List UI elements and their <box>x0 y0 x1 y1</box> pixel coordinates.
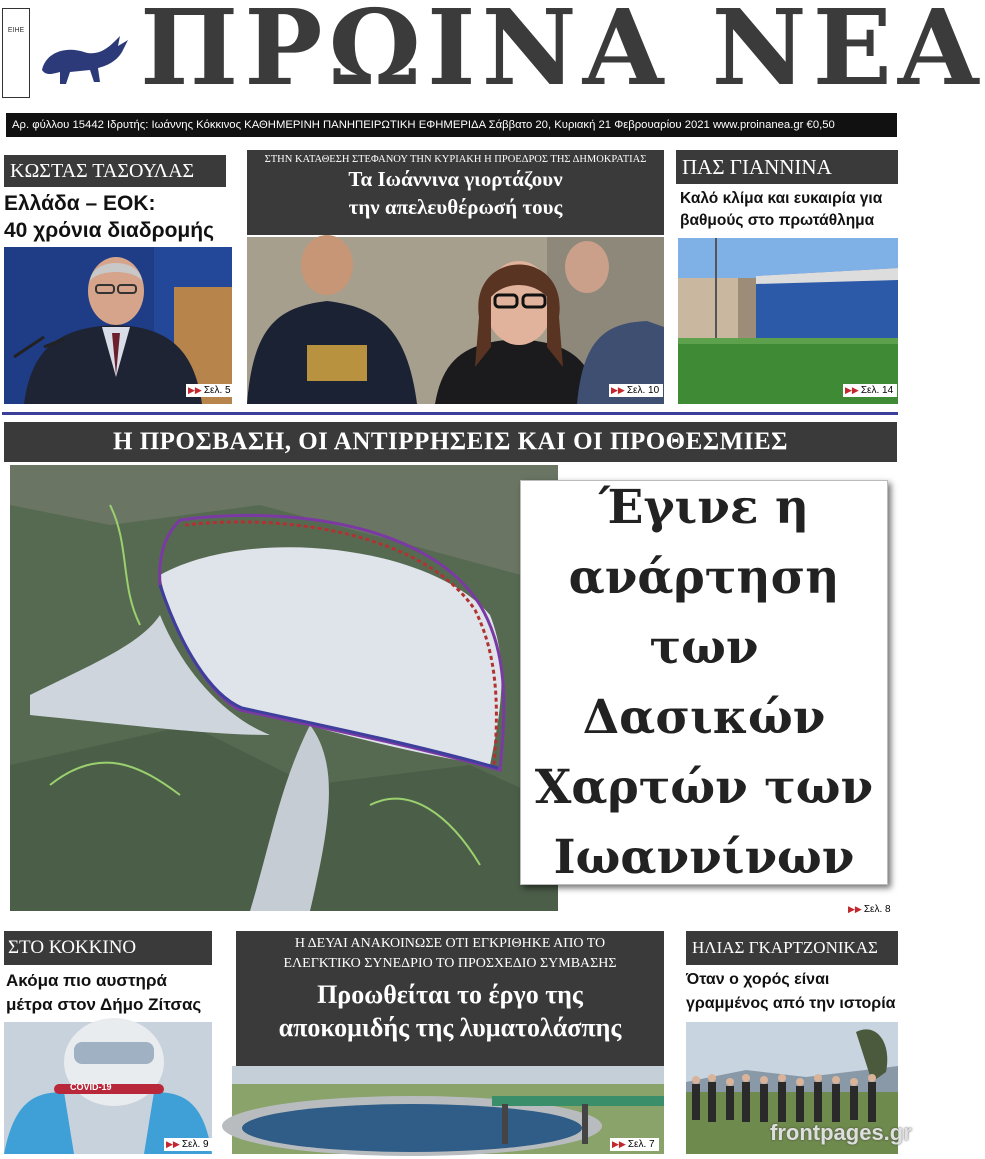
headline-line: Όταν ο χορός είναι <box>686 971 830 988</box>
bull-logo-icon <box>36 30 136 90</box>
feature-title-line: Προωθείται το έργο της <box>317 980 583 1009</box>
headline-top-right[interactable] <box>680 188 900 232</box>
page-ref-top-right[interactable]: ▶▶ Σελ. 14 <box>843 384 897 397</box>
issue-info-bar: Αρ. φύλλου 15442 Ιδρυτής: Ιωάννης Κόκκινος ΚΑΘΗΜΕΡΙΝΗ ΠΑΝΗΠΕΙΡΩΤΙΚΗ ΕΦΗΜΕΡΙΔΑ Σάββατο 20, Κυριακή 21 Φεβρουαρίου 2021 www.proinanea.gr €0,50 <box>6 113 897 137</box>
masthead <box>0 0 985 109</box>
aerial-map-illustration <box>10 465 558 911</box>
speaker-illustration <box>4 247 232 404</box>
kicker-bottom-right: ΗΛΙΑΣ ΓΚΑΡΤΖΟΝΙΚΑΣ <box>686 931 898 965</box>
feature-title-line: αποκομιδής της λυματολάσπης <box>278 1013 622 1042</box>
kicker-top-right: ΠΑΣ ΓΙΑΝΝΙΝΑ <box>676 150 898 184</box>
double-arrow-icon: ▶▶ <box>166 1139 180 1149</box>
main-headline <box>521 473 887 893</box>
feature-title-line: την απελευθέρωσή τους <box>348 195 563 219</box>
double-arrow-icon: ▶▶ <box>612 1139 626 1149</box>
bottom-feature-box[interactable] <box>236 931 664 1066</box>
main-headline-line: Χαρτών των <box>534 759 874 815</box>
watermark: frontpages.gr <box>770 1120 912 1145</box>
double-arrow-icon: ▶▶ <box>611 385 625 395</box>
newspaper-title: ΠΡΩΙΝΑ ΝΕΑ <box>140 0 985 109</box>
main-headline-line: Ιωαννίνων <box>553 829 855 885</box>
main-headline-panel[interactable] <box>520 480 888 885</box>
headline-line: γραμμένος από την ιστορία <box>686 995 896 1012</box>
page-ref-main[interactable]: ▶▶ Σελ. 8 <box>846 903 895 916</box>
double-arrow-icon: ▶▶ <box>848 904 862 914</box>
supertitle: ΕΛΕΓΚΤΙΚΟ ΣΥΝΕΔΡΙΟ ΤΟ ΠΡΟΣΧΕΔΙΟ ΣΥΜΒΑΣΗΣ <box>283 956 617 971</box>
section-divider <box>2 412 898 415</box>
publisher-logo <box>2 8 30 98</box>
headline-bottom-left[interactable] <box>6 969 216 1017</box>
page-ref-top-center[interactable]: ▶▶ Σελ. 10 <box>609 384 663 397</box>
headline-top-left[interactable] <box>4 190 234 244</box>
photo-ceremony <box>247 237 664 404</box>
headline-line: Ακόμα πιο αυστηρά <box>6 971 167 990</box>
headline-line: βαθμούς στο πρωτάθλημα <box>680 212 875 229</box>
vial-label: COVID-19 <box>70 1082 112 1092</box>
page-ref-bottom-left[interactable]: ▶▶ Σελ. 9 <box>164 1138 213 1151</box>
photo-treatment-plant <box>232 1066 664 1154</box>
page-ref-top-left[interactable]: ▶▶ Σελ. 5 <box>186 384 235 397</box>
ceremony-illustration <box>247 237 664 404</box>
main-headline-line: ανάρτηση <box>568 549 840 605</box>
supertitle: Η ΔΕΥΑΙ ΑΝΑΚΟΙΝΩΣΕ ΟΤΙ ΕΓΚΡΙΘΗΚΕ ΑΠΟ ΤΟ <box>294 936 606 951</box>
headline-line: Καλό κλίμα και ευκαιρία για <box>680 190 883 207</box>
supertitle: ΣΤΗΝ ΚΑΤΑΘΕΣΗ ΣΤΕΦΑΝΟΥ ΤΗΝ ΚΥΡΙΑΚΗ Η ΠΡΟΕΔΡΟΣ ΤΗΣ ΔΗΜΟΚΡΑΤΙΑΣ <box>264 154 647 165</box>
kicker-bottom-left: ΣΤΟ ΚΟΚΚΙΝΟ <box>4 931 212 965</box>
headline-line: Ελλάδα – ΕΟΚ: <box>4 192 156 215</box>
treatment-plant-illustration <box>232 1066 664 1154</box>
forest-map-image <box>10 465 558 911</box>
stadium-illustration <box>678 238 898 404</box>
kicker-top-left: ΚΩΣΤΑΣ ΤΑΣΟΥΛΑΣ <box>4 155 226 187</box>
feature-title-line: Τα Ιωάννινα γιορτάζουν <box>348 167 563 191</box>
main-headline-line: Έγινε η <box>599 479 809 535</box>
headline-line: μέτρα στον Δήμο Ζίτσας <box>6 995 202 1014</box>
main-headline-line: των Δασικών <box>582 619 826 745</box>
photo-speaker <box>4 247 232 404</box>
main-story-bar: Η ΠΡΟΣΒΑΣΗ, ΟΙ ΑΝΤΙΡΡΗΣΕΙΣ ΚΑΙ ΟΙ ΠΡΟΘΕΣΜΙΕΣ <box>4 422 897 462</box>
headline-line: 40 χρόνια διαδρομής <box>4 219 214 242</box>
feature-title-box[interactable] <box>247 150 664 235</box>
photo-stadium <box>678 238 898 404</box>
page-ref-bottom-center[interactable]: ▶▶ Σελ. 7 <box>610 1138 659 1151</box>
logo-text: ΕΙΗΕ <box>7 27 25 34</box>
double-arrow-icon: ▶▶ <box>188 385 202 395</box>
double-arrow-icon: ▶▶ <box>845 385 859 395</box>
headline-bottom-right[interactable] <box>686 968 900 1016</box>
